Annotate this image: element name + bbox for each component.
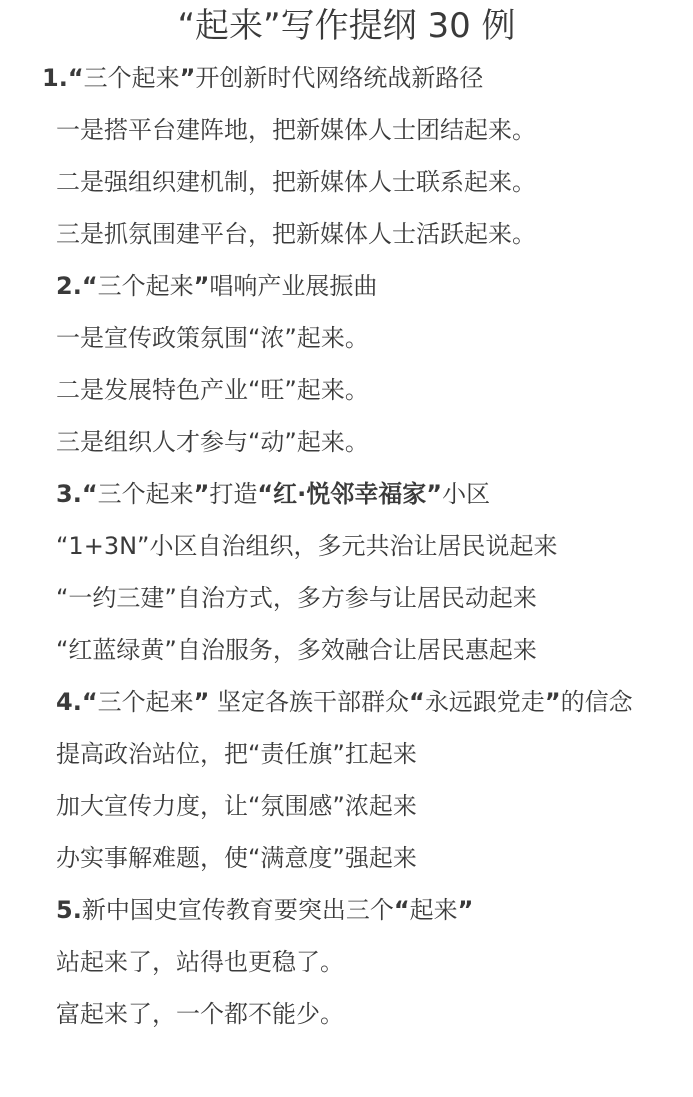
heading-quote-close: ”	[179, 64, 196, 92]
heading-quoted-text: 三个起来	[97, 688, 194, 716]
section-heading-1	[0, 52, 693, 104]
list-item: 站起来了，站得也更稳了。	[56, 948, 344, 976]
heading-text: 新中国史宣传教育要突出三个	[81, 896, 394, 924]
heading-quote-open: “	[81, 688, 98, 716]
heading-text: 唱响产业展振曲	[209, 272, 378, 300]
heading-quote-close: ”	[457, 896, 474, 924]
heading-quote-open: “	[393, 896, 410, 924]
section-number: 4.	[56, 688, 82, 716]
section-heading-4	[0, 676, 693, 728]
section-heading-3	[0, 468, 693, 520]
heading-quoted-text: 永远跟党走	[424, 688, 545, 716]
section-heading-5	[0, 884, 693, 936]
heading-quote-close: ”	[426, 480, 443, 508]
list-item: 三是抓氛围建平台，把新媒体人士活跃起来。	[56, 220, 536, 248]
heading-quote-open: “	[257, 480, 274, 508]
list-item: “红蓝绿黄”自治服务，多效融合让居民惠起来	[56, 636, 537, 664]
heading-text: 开创新时代网络统战新路径	[195, 64, 484, 92]
list-item: 一是搭平台建阵地，把新媒体人士团结起来。	[56, 116, 536, 144]
section-heading-2	[0, 260, 693, 312]
heading-text: 坚定各族干部群众	[209, 688, 410, 716]
section-number: 1.	[42, 64, 68, 92]
list-item: “一约三建”自治方式，多方参与让居民动起来	[56, 584, 537, 612]
heading-quote-open: “	[409, 688, 425, 716]
heading-quote-close: ”	[544, 688, 561, 716]
list-item: 三是组织人才参与“动”起来。	[56, 428, 369, 456]
section-number: 5.	[56, 896, 82, 924]
list-item: 一是宣传政策氛围“浓”起来。	[56, 324, 369, 352]
list-item: 二是发展特色产业“旺”起来。	[56, 376, 369, 404]
heading-quote-open: “	[81, 272, 98, 300]
list-item: 二是强组织建机制，把新媒体人士联系起来。	[56, 168, 536, 196]
document-title: “起来”写作提纲 30 例	[177, 6, 516, 46]
list-item: 办实事解难题，使“满意度”强起来	[56, 844, 417, 872]
document-body	[0, 52, 693, 1040]
heading-quoted-text: 三个起来	[83, 64, 180, 92]
heading-quote-open: “	[81, 480, 98, 508]
heading-quoted-text: 三个起来	[97, 272, 194, 300]
heading-quote-open: “	[67, 64, 84, 92]
heading-quote-close: ”	[193, 688, 210, 716]
heading-quoted-text: 起来	[409, 896, 458, 924]
heading-text: 小区	[442, 480, 491, 508]
list-item: 提高政治站位，把“责任旗”扛起来	[56, 740, 417, 768]
list-item: 加大宣传力度，让“氛围感”浓起来	[56, 792, 417, 820]
heading-quoted-text: 三个起来	[97, 480, 194, 508]
heading-quote-close: ”	[193, 480, 210, 508]
heading-quoted-text: 红·悦邻幸福家	[273, 480, 427, 508]
list-item: “1+3N”小区自治组织，多元共治让居民说起来	[56, 532, 558, 560]
heading-text: 的信念	[560, 688, 633, 716]
section-number: 3.	[56, 480, 82, 508]
heading-text: 打造	[209, 480, 258, 508]
heading-quote-close: ”	[193, 272, 210, 300]
section-number: 2.	[56, 272, 82, 300]
list-item: 富起来了，一个都不能少。	[56, 1000, 344, 1028]
